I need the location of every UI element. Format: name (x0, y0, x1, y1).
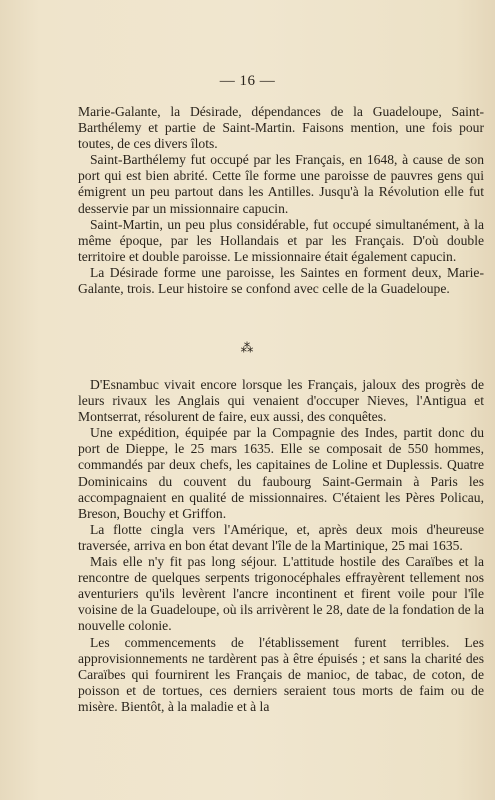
paragraph: Saint-Martin, un peu plus considérable, fut occupé simultanément, à la même époque, par les Hollandais et par les Français. D'où double territoire et double paroisse. Le missionnaire était également capucin. (78, 216, 484, 264)
paragraph: D'Esnambuc vivait encore lorsque les Français, jaloux des progrès de leurs rivaux les Anglais qui venaient d'occuper Nieves, l'Antigua et Montserrat, résolurent de faire, eux aussi, des conquêtes. (78, 377, 484, 425)
paragraph: Les commencements de l'établissement furent terribles. Les approvisionnements ne tardèrent pas à être épuisés ; et sans la charité des Caraïbes qui fournirent les Français de manioc, de tabac, de coton, de poisson et de tortues, ces derniers seraient tous morts de faim ou de misère. Bientôt, à la maladie et à la (78, 634, 484, 714)
paragraph: La Désirade forme une paroisse, les Saintes en forment deux, Marie-Galante, trois. Leur histoire se confond avec celle de la Guadeloupe. (78, 264, 484, 297)
paragraph: Saint-Barthélemy fut occupé par les Français, en 1648, à cause de son port qui est bien abrité. Cette île forme une paroisse de pauvres gens qui émigrent un peu partout dans les Antilles. Jusqu'à la Révolution elle fut desservie par un missionnaire capucin. (78, 152, 484, 216)
section-separator: ⁂ (240, 340, 255, 355)
text-block-top (78, 104, 484, 297)
paragraph: Mais elle n'y fit pas long séjour. L'attitude hostile des Caraïbes et la rencontre de quelques serpents trigonocéphales effrayèrent tellement nos aventuriers qu'ils levèrent l'ancre incontinent et firent voile pour l'île voisine de la Guadeloupe, où ils arrivèrent le 28, date de la fondation de la nouvelle colonie. (78, 554, 484, 634)
paragraph: La flotte cingla vers l'Amérique, et, après deux mois d'heureuse traversée, arriva en bon état devant l'île de la Martinique, 25 mai 1635. (78, 521, 484, 553)
page-number: — 16 — (219, 73, 276, 89)
text-block-bottom (78, 377, 484, 715)
paragraph: Marie-Galante, la Désirade, dépendances de la Guadeloupe, Saint-Barthélemy et partie de Saint-Martin. Faisons mention, une fois pour toutes, de ces divers îlots. (78, 104, 484, 152)
paragraph: Une expédition, équipée par la Compagnie des Indes, partit donc du port de Dieppe, le 25 mars 1635. Elle se composait de 550 hommes, commandés par deux chefs, les capitaines de Loline et Duplessis. Quatre Dominicains du couvent du faubourg Saint-Germain à Paris les accompagnaient en qualité de missionnaires. C'étaient les Pères Policau, Breson, Bouchy et Griffon. (78, 425, 484, 521)
